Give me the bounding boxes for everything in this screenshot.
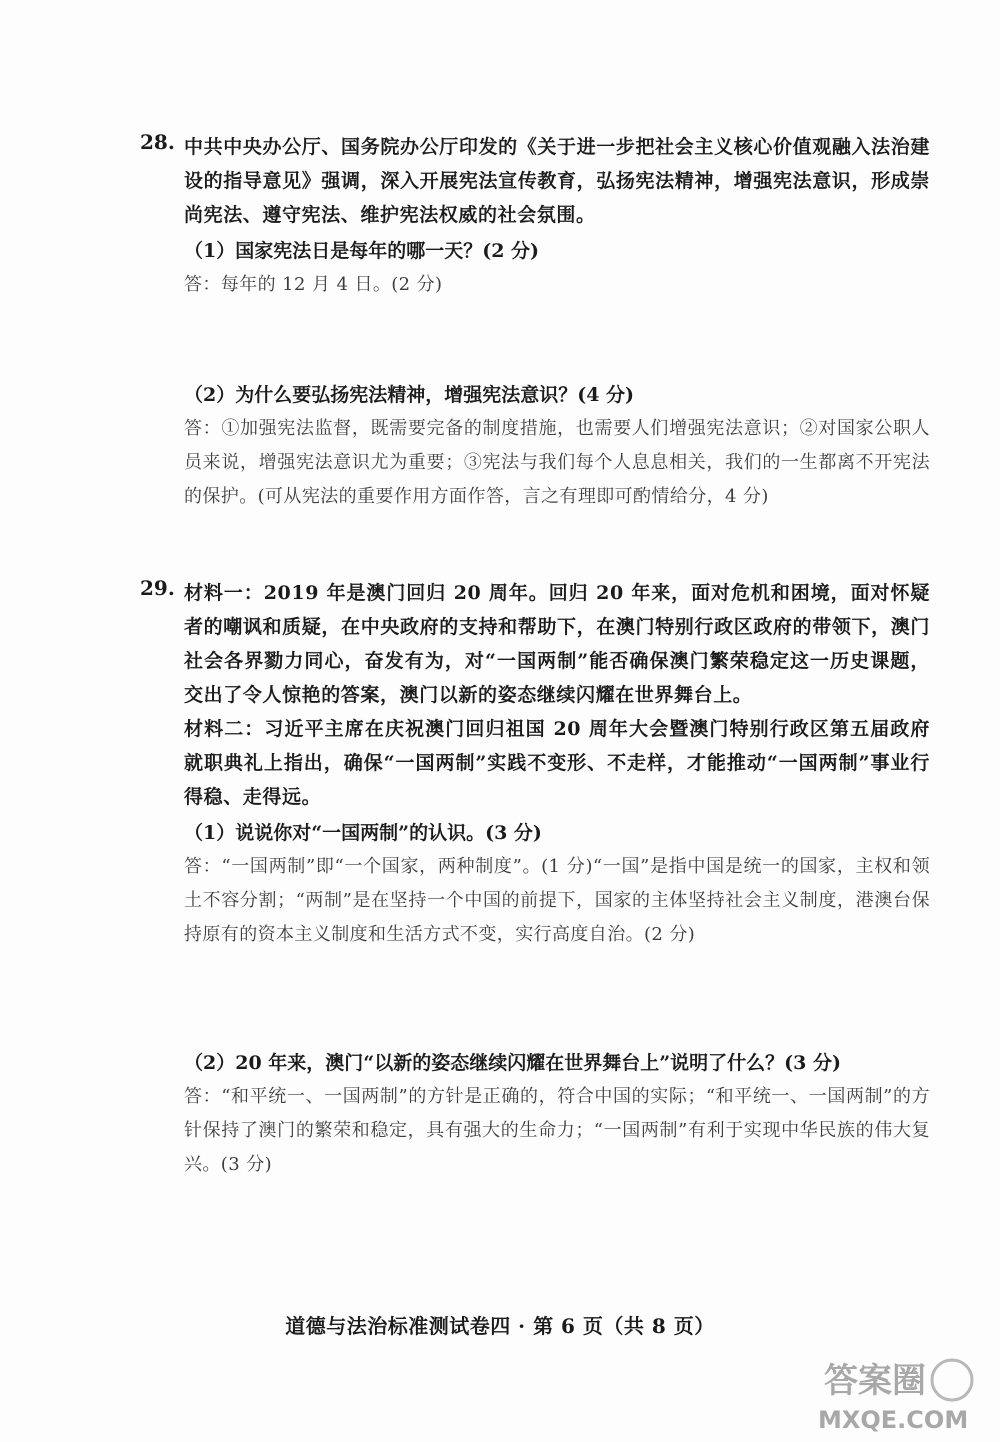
answer-2: 答：“和平统一、一国两制”的方针是正确的，符合中国的实际；“和平统一、一国两制”的方针保持了澳门的繁荣和稳定，具有强大的生命力；“一国两制”有利于实现中华民族的伟大复兴。(3 分) (184, 1086, 930, 1175)
answer-2: 答：①加强宪法监督，既需要完备的制度措施，也需要人们增强宪法意识；②对国家公职人员来说，增强宪法意识尤为重要；③宪法与我们每个人息息相关，我们的一生都离不开宪法的保护。(可从宪法的重要作用方面作答，言之有理即可酌情给分，4 分) (184, 418, 930, 507)
sub-question-2: （2）为什么要弘扬宪法精神，增强宪法意识？(4 分) (184, 384, 635, 406)
watermark-top-text: 答案圈 (824, 1361, 926, 1401)
material-2: 材料二：习近平主席在庆祝澳门回归祖国 20 周年大会暨澳门特别行政区第五届政府就职典礼上指出，确保“一国两制”实践不变形、不走样，才能推动“一国两制”事业行得稳、走得远。 (184, 718, 930, 808)
watermark-bottom-text: MXQE.COM (818, 1406, 969, 1434)
sub-question-1: （1）国家宪法日是每年的哪一天？(2 分) (184, 240, 540, 262)
question-29 (140, 576, 930, 1182)
page-footer: 道德与法治标准测试卷四 · 第 6 页（共 8 页） (285, 1314, 715, 1338)
material-1: 材料一：2019 年是澳门回归 20 周年。回归 20 年来，面对危机和困境，面对怀疑者的嘲讽和质疑，在中央政府的支持和帮助下，在澳门特别行政区政府的带领下，澳门社会各界勠力同心，奋发有为，对“一国两制”能否确保澳门繁荣稳定这一历史课题，交出了令人惊艳的答案，澳门以新的姿态继续闪耀在世界舞台上。 (184, 582, 930, 706)
answer-1: 答：每年的 12 月 4 日。(2 分) (184, 274, 443, 295)
sub-question-1: （1）说说你对“一国两制”的认识。(3 分) (184, 822, 542, 844)
answer-1: 答：“一国两制”即“一个国家，两种制度”。(1 分)“一国”是指中国是统一的国家，主权和领土不容分割；“两制”是在坚持一个中国的前提下，国家的主体坚持社会主义制度，港澳台保持原有的资本主义制度和生活方式不变，实行高度自治。(2 分) (184, 856, 930, 945)
watermark-logo (814, 1354, 984, 1434)
watermark-icon (814, 1354, 984, 1434)
question-number: 28. (140, 130, 175, 154)
question-28 (140, 130, 930, 514)
sub-question-2: （2）20 年来，澳门“以新的姿态继续闪耀在世界舞台上”说明了什么？(3 分) (184, 1052, 841, 1074)
question-stem: 中共中央办公厅、国务院办公厅印发的《关于进一步把社会主义核心价值观融入法治建设的指导意见》强调，深入开展宪法宣传教育，弘扬宪法精神，增强宪法意识，形成崇尚宪法、遵守宪法、维护宪法权威的社会氛围。 (184, 136, 930, 226)
question-number: 29. (140, 576, 175, 600)
